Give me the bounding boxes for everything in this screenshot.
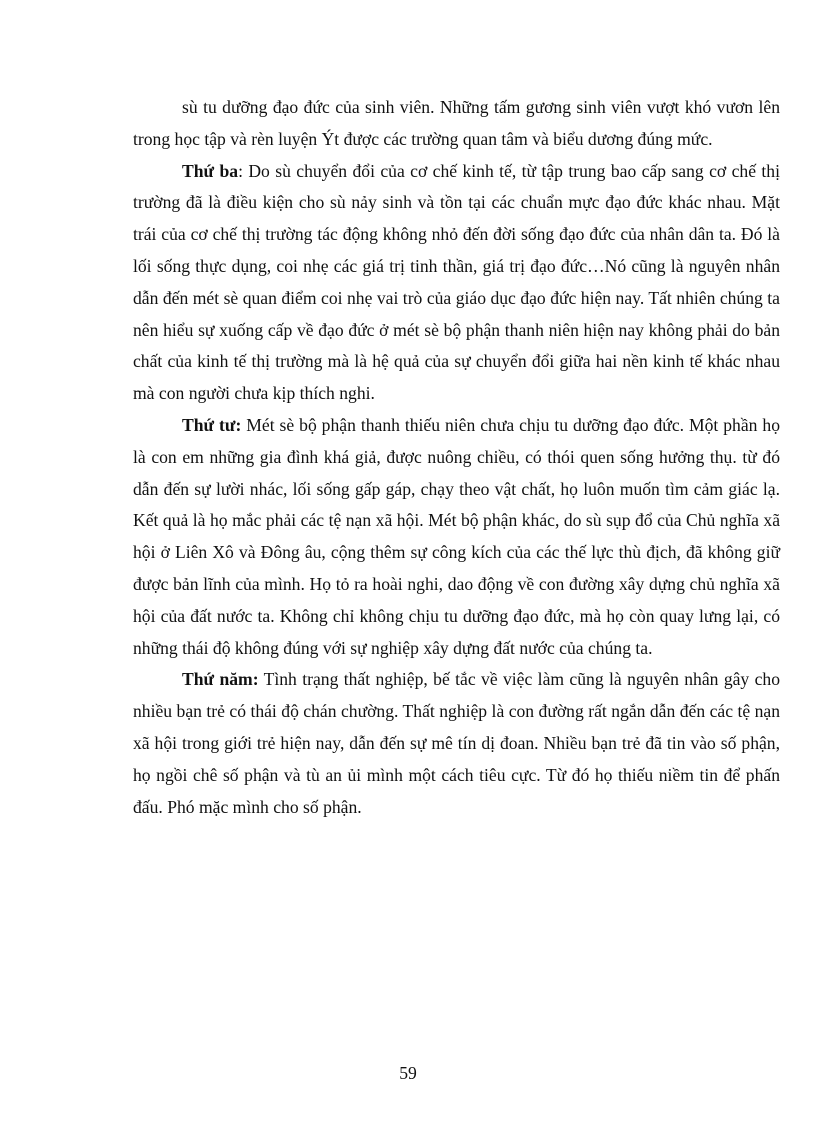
paragraph-heading: Thứ năm: xyxy=(182,669,259,690)
body-text xyxy=(133,92,780,823)
paragraph-text: sù tu dưỡng đạo đức của sinh viên. Những tấm gương sinh viên vượt khó vươn lên trong học tập và rèn luyện Ýt được các trường quan tâm và biểu dương đúng mức. xyxy=(133,97,780,149)
paragraph-text: Tình trạng thất nghiệp, bế tắc về việc làm cũng là nguyên nhân gây cho nhiều bạn trẻ có thái độ chán chường. Thất nghiệp là con đường rất ngắn dẫn đến các tệ nạn xã hội trong giới trẻ hiện nay, dẫn đến sự mê tín dị đoan. Nhiều bạn trẻ đã tin vào số phận, họ ngồi chê số phận và tù an ủi mình một cách tiêu cực. Từ đó họ thiếu niềm tin để phấn đấu. Phó mặc mình cho số phận. xyxy=(133,669,780,817)
paragraph-continuation xyxy=(133,92,780,156)
paragraph-heading: Thứ tư: xyxy=(182,414,242,435)
paragraph-text: : Do sù chuyển đổi của cơ chế kinh tế, từ tập trung bao cấp sang cơ chế thị trường đã là điều kiện cho sù nảy sinh và tồn tại các chuẩn mực đạo đức khác nhau. Mặt trái của cơ chế thị trường tác động không nhỏ đến đời sống đạo đức của nhân dân ta. Đó là lối sống thực dụng, coi nhẹ các giá trị tinh thần, giá trị đạo đức…Nó cũng là nguyên nhân dẫn đến mét sè quan điểm coi nhẹ vai trò của giáo dục đạo đức hiện nay. Tất nhiên chúng ta nên hiểu sự xuống cấp về đạo đức ở mét sè bộ phận thanh niên hiện nay không phải do bản chất của kinh tế thị trường mà là hệ quả của sự chuyển đổi giữa hai nền kinh tế khác nhau mà con người chưa kịp thích nghi. xyxy=(133,160,780,404)
paragraph-text: Mét sè bộ phận thanh thiếu niên chưa chịu tu dưỡng đạo đức. Một phần họ là con em những gia đình khá giả, được nuông chiều, có thói quen sống hưởng thụ. từ đó dẫn đến sự lười nhác, lối sống gấp gáp, chạy theo vật chất, họ luôn muốn tìm cảm giác lạ. Kết quả là họ mắc phải các tệ nạn xã hội. Mét bộ phận khác, do sù sụp đổ của Chủ nghĩa xã hội ở Liên Xô và Đông âu, cộng thêm sự công kích của các thế lực thù địch, đã không giữ được bản lĩnh của mình. Họ tỏ ra hoài nghi, dao động về con đường xây dựng chủ nghĩa xã hội của đất nước ta. Không chỉ không chịu tu dưỡng đạo đức, mà họ còn quay lưng lại, có những thái độ không đúng với sự nghiệp xây dựng đất nước của chúng ta. xyxy=(133,414,780,658)
page-number: 59 xyxy=(399,1063,417,1083)
paragraph-thu-nam xyxy=(133,664,780,823)
paragraph-thu-tu xyxy=(133,410,780,664)
paragraph-heading: Thứ ba xyxy=(182,160,239,181)
paragraph-thu-ba xyxy=(133,156,780,410)
